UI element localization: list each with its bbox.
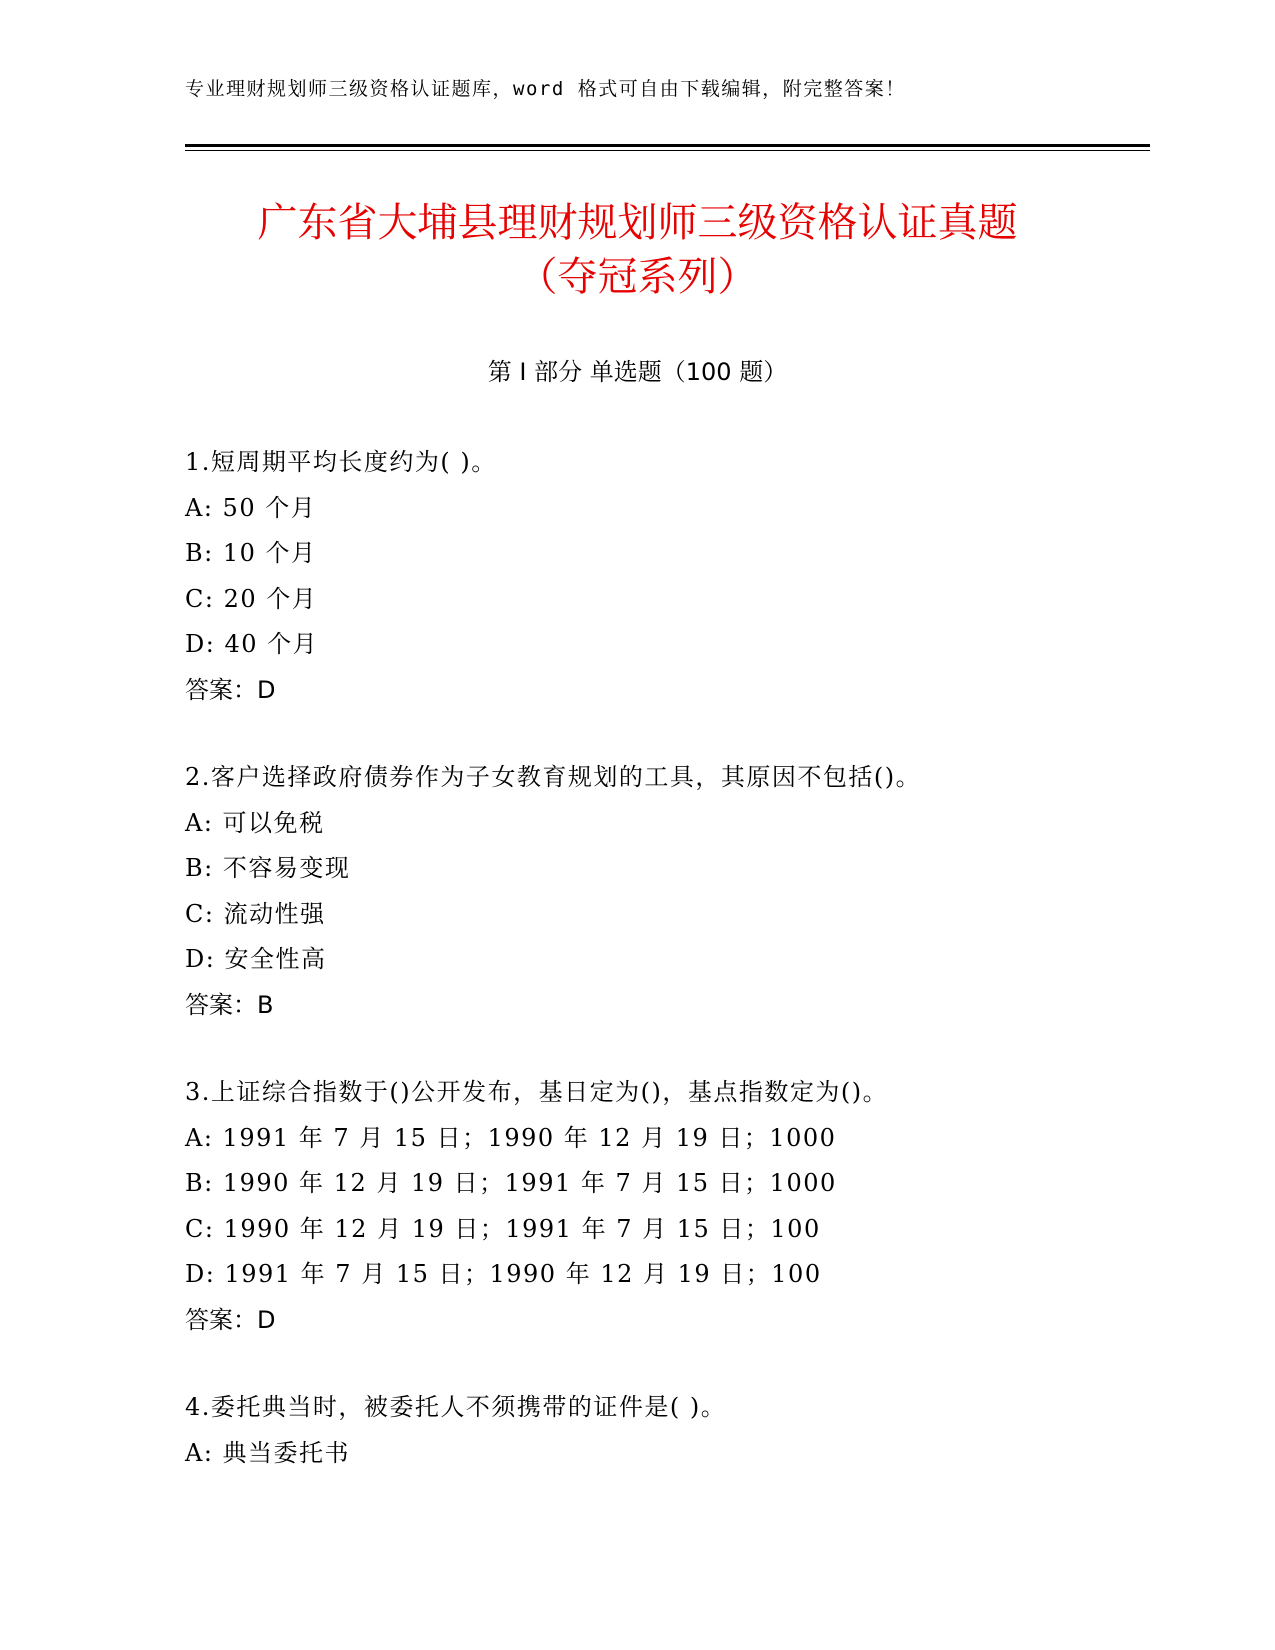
option-b: B: 10 个月 [185,539,317,567]
document-title [185,196,1090,304]
question-list [185,440,1150,1518]
header-rule-thick [185,144,1150,147]
question-4 [185,1385,1150,1476]
question-stem: 4.委托典当时，被委托人不须携带的证件是( )。 [185,1393,727,1421]
option-c: C: 20 个月 [185,584,318,613]
header-rule-thin [185,150,1150,151]
option-a: A: 1991 年 7 月 15 日；1990 年 12 月 19 日；1000 [185,1123,837,1152]
option-d: D: 1991 年 7 月 15 日；1990 年 12 月 19 日；100 [185,1260,822,1288]
option-a: A: 可以免税 [185,808,325,837]
option-c: C: 流动性强 [185,899,326,928]
question-stem: 1.短周期平均长度约为( )。 [185,448,497,476]
answer: 答案：B [185,990,274,1019]
question-2 [185,755,1150,1028]
title-line-2: （夺冠系列） [517,254,758,300]
title-line-1: 广东省大埔县理财规划师三级资格认证真题 [257,200,1018,246]
option-d: D: 40 个月 [185,630,319,658]
option-c: C: 1990 年 12 月 19 日；1991 年 7 月 15 日；100 [185,1214,821,1243]
option-a: A: 典当委托书 [185,1438,351,1467]
answer: 答案：D [185,675,276,704]
question-1 [185,440,1150,713]
section-heading: 第 I 部分 单选题（100 题） [487,358,788,386]
option-d: D: 安全性高 [185,945,327,973]
option-b: B: 不容易变现 [185,854,351,882]
option-a: A: 50 个月 [185,493,317,522]
option-b: B: 1990 年 12 月 19 日；1991 年 7 月 15 日；1000 [185,1169,837,1197]
header-note: 专业理财规划师三级资格认证题库，word 格式可自由下载编辑，附完整答案！ [185,78,906,100]
question-stem: 3.上证综合指数于()公开发布，基日定为()，基点指数定为()。 [185,1078,889,1106]
answer: 答案：D [185,1305,276,1334]
question-3 [185,1070,1150,1343]
question-stem: 2.客户选择政府债券作为子女教育规划的工具，其原因不包括()。 [185,763,922,791]
